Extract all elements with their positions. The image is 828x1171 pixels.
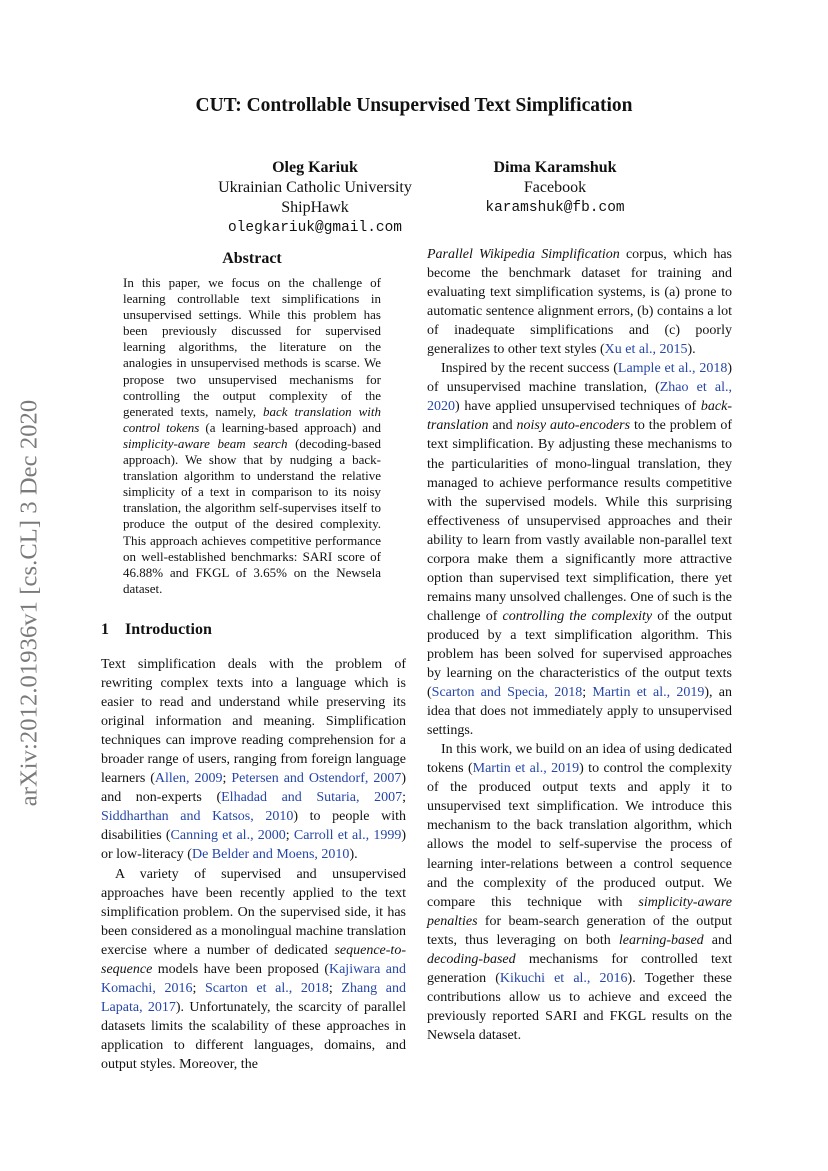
- author-block-2: [445, 158, 665, 218]
- citation-link[interactable]: Xu et al., 2015: [604, 342, 688, 358]
- intro-paragraph-1: Text simplification deals with the problem of rewriting complex texts into a language which is easier to read and understand while preserving its original information and meaning. Simplification techniques can improve reading comprehension for a broader range of users, ranging from foreign language learners (Allen, 2009; Petersen and Ostendorf, 2007) and non-experts (Elhadad and Sutaria, 2007; Siddharthan and Katsos, 2010) to people with disabilities (Canning et al., 2000; Carroll et al., 1999) or low-literacy (De Belder and Moens, 2010).: [101, 657, 407, 863]
- citation-link[interactable]: Allen, 2009: [154, 771, 223, 787]
- citation-link[interactable]: Scarton and Specia, 2018: [431, 685, 583, 701]
- citation-link[interactable]: Siddharthan and Katsos, 2010: [101, 809, 294, 825]
- citation-link[interactable]: Petersen and Ostendorf, 2007: [231, 771, 402, 787]
- intro-paragraph-2: A variety of supervised and unsupervised approaches have been recently applied to the text simplification problem. On the supervised side, it has been considered as a monolingual machine translation exercise where a number of dedicated sequence-to-sequence models have been proposed (Kajiwara and Komachi, 2016; Scarton et al., 2018; Zhang and Lapata, 2017). Unfortunately, the scarcity of parallel datasets limits the scalability of these approaches in application to different languages, domains, and output styles. Moreover, the: [101, 866, 407, 1072]
- intro-paragraph-5: In this work, we build on an idea of using dedicated tokens (Martin et al., 2019) to control the complexity of the produced output texts and apply it to unsupervised text simplification. We introduce this mechanism to the back translation algorithm, which allows the model to self-supervise the process of learning inter-relations between a control sequence and the complexity of the produced output. We compare this technique with simplicity-aware penalties for beam-search generation of the output texts, thus leveraging on both learning-based and decoding-based mechanisms for controlled text generation (Kikuchi et al., 2016). Together these contributions allow us to achieve and exceed the previously reported SARI and FKGL results on the Newsela dataset.: [427, 742, 733, 1043]
- section-title: Introduction: [125, 621, 212, 638]
- author-block-1: [150, 158, 480, 238]
- citation-link[interactable]: Zhang and Lapata, 2017: [101, 980, 407, 1015]
- abstract-heading: Abstract: [222, 250, 282, 267]
- arxiv-identifier-text: arXiv:2012.01936v1 [cs.CL] 3 Dec 2020: [15, 399, 43, 807]
- citation-link[interactable]: Martin et al., 2019: [472, 761, 580, 777]
- paper-title: CUT: Controllable Unsupervised Text Simplification: [195, 95, 633, 116]
- author-email[interactable]: olegkariuk@gmail.com: [227, 220, 403, 236]
- author-affiliation: Ukrainian Catholic University: [218, 179, 412, 196]
- citation-link[interactable]: Elhadad and Sutaria, 2007: [221, 790, 403, 806]
- author-affiliation: Facebook: [523, 179, 587, 196]
- citation-link[interactable]: Canning et al., 2000: [170, 828, 286, 844]
- citation-link[interactable]: Kikuchi et al., 2016: [499, 970, 628, 986]
- intro-paragraph-4: Inspired by the recent success (Lample et al., 2018) of unsupervised machine translation, (Zhao et al., 2020) have applied unsupervised techniques of back-translation and noisy auto-encoders to the problem of text simplification. By adjusting these mechanisms to the particularities of mono-lingual translation, they managed to achieve performance results competitive with the supervised models. While this surprising effectiveness of unsupervised approaches and their ability to learn from vastly available non-parallel text corpora make them a significantly more attractive option than supervised text simplification, there yet remains many unsolved challenges. One of such is the challenge of controlling the complexity of the output produced by a text simplification algorithm. This problem has been solved for supervised approaches by learning on the characteristics of the output texts (Scarton and Specia, 2018; Martin et al., 2019), an idea that does not immediately apply to unsupervised settings.: [427, 361, 733, 739]
- section-number: 1: [101, 621, 109, 638]
- author-name: Dima Karamshuk: [493, 159, 617, 176]
- author-affiliation: ShipHawk: [281, 199, 349, 216]
- left-column-body: [101, 655, 406, 1074]
- right-column-body: [427, 245, 732, 1045]
- citation-link[interactable]: Lample et al., 2018: [617, 361, 728, 377]
- citation-link[interactable]: Carroll et al., 1999: [293, 828, 402, 844]
- citation-link[interactable]: Scarton et al., 2018: [204, 980, 329, 996]
- abstract-text: In this paper, we focus on the challenge of learning controllable text simplifications in unsupervised settings. While this problem has been previously discussed for supervised learning algorithms, the literature on the analogies in unsupervised methods is scarse. We propose two unsupervised mechanisms for controlling the output complexity of the generated texts, namely, back translation with control tokens (a learning-based approach) and simplicity-aware beam search (decoding-based approach). We show that by nudging a back-translation algorithm to understand the relative simplicity of a text in comparison to its noisy translation, the algorithm self-supervises itself to produce the output of the desired complexity. This approach achieves competitive performance on well-established benchmarks: SARI score of 46.88% and FKGL of 3.65% on the Newsela dataset.: [123, 275, 382, 596]
- author-email[interactable]: karamshuk@fb.com: [485, 200, 625, 216]
- arxiv-identifier: [14, 368, 44, 838]
- section-heading-introduction: [101, 621, 401, 639]
- citation-link[interactable]: Martin et al., 2019: [592, 685, 705, 701]
- citation-link[interactable]: De Belder and Moens, 2010: [191, 847, 350, 863]
- citation-link[interactable]: Zhao et al., 2020: [427, 380, 732, 415]
- citation-link[interactable]: Kajiwara and Komachi, 2016: [101, 961, 406, 996]
- intro-paragraph-3: Parallel Wikipedia Simplification corpus, which has become the benchmark dataset for training and evaluating text simplification systems, is (a) prone to automatic sentence alignment errors, (b) contains a lot of inadequate simplifications and (c) poorly generalizes to other text styles (Xu et al., 2015).: [427, 247, 733, 358]
- author-name: Oleg Kariuk: [272, 159, 358, 176]
